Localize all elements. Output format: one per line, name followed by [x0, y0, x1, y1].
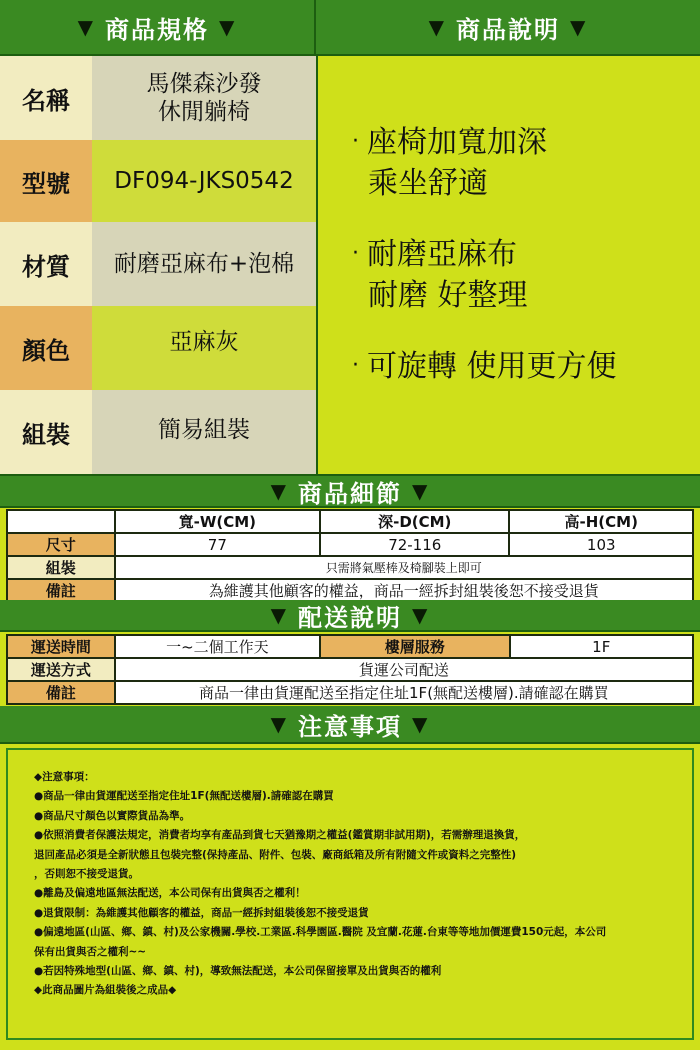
notice-item: ●退貨限制：為維護其他顧客的權益，商品一經拆封組裝後恕不接受退貨 — [34, 906, 369, 919]
row-label: 組裝 — [7, 556, 115, 579]
spec-value-material: 耐磨亞麻布+泡棉 — [92, 222, 316, 306]
spec-label-color: 顏色 — [0, 306, 92, 390]
notice-item: ●離島及偏遠地區無法配送，本公司保有出貨與否之權利！ — [34, 887, 306, 900]
notice-item: ●商品一律由貨運配送至指定住址1F(無配送樓層).請確認在購買 — [34, 790, 334, 803]
delivery-method: 貨運公司配送 — [115, 658, 693, 681]
notice-item: ●偏遠地區(山區、鄉、鎮、村)及公家機關.學校.工業區.科學園區.醫院 及宜蘭.花蓮.台東等等地加價運費150元起，本公司 — [34, 926, 607, 939]
row-label: 尺寸 — [7, 533, 115, 556]
notice-item: ◆此商品圖片為組裝後之成品◆ — [34, 984, 177, 997]
desc-header — [316, 0, 700, 56]
description-item: · 可旋轉 使用更方便 — [352, 349, 617, 384]
desc-header-title: 商品說明 — [456, 15, 560, 44]
spec-header — [0, 0, 316, 56]
triangle-icon: ▼ — [270, 603, 288, 627]
description-item: · 座椅加寬加深 乘坐舒適 — [352, 125, 547, 201]
delivery-time: 一~二個工作天 — [115, 635, 320, 658]
row-label: 運送時間 — [7, 635, 115, 658]
note-text: 為維護其他顧客的權益，商品一經拆封組裝後恕不接受退貨 — [115, 579, 693, 602]
detail-table — [6, 509, 694, 603]
column-header: 高-H(CM) — [509, 510, 693, 533]
spec-label-name: 名稱 — [0, 56, 92, 140]
spec-header-title: 商品規格 — [105, 15, 209, 44]
column-header: 寬-W(CM) — [115, 510, 320, 533]
triangle-icon: ▼ — [412, 603, 430, 627]
spec-value-model: DF094-JKS0542 — [92, 140, 316, 222]
size-value: 77 — [115, 533, 320, 556]
triangle-icon: ▼ — [570, 15, 588, 39]
delivery-table — [6, 634, 694, 705]
notice-item: ●依照消費者保護法規定，消費者均享有產品到貨七天猶豫期之權益(鑑賞期非試用期)，若需辦理退換貨， — [34, 829, 526, 842]
delivery-header-title: 配送說明 — [298, 603, 402, 632]
spec-value-color: 亞麻灰 — [92, 306, 316, 390]
notice-item: 保有出貨與否之權利~~ — [34, 945, 147, 958]
notice-item: ◆注意事項： — [34, 771, 95, 783]
notice-header — [0, 706, 700, 744]
assembly-text: 只需將氣壓棒及椅腳裝上即可 — [115, 556, 693, 579]
spec-label-model: 型號 — [0, 140, 92, 222]
size-value: 103 — [509, 533, 693, 556]
notice-item: ●商品尺寸顏色以實際貨品為準。 — [34, 809, 191, 822]
spec-label-material: 材質 — [0, 222, 92, 306]
row-label: 運送方式 — [7, 658, 115, 681]
notice-item: ●若因特殊地型(山區、鄉、鎮、村)，導致無法配送，本公司保留接單及出貨與否的權利 — [34, 965, 442, 978]
delivery-header — [0, 600, 700, 632]
triangle-icon: ▼ — [270, 479, 288, 503]
notice-item: 退回產品必須是全新狀態且包裝完整(保持產品、附件、包裝、廠商紙箱及所有附隨文件或資料之完整性) — [34, 848, 517, 861]
column-header: 深-D(CM) — [320, 510, 509, 533]
detail-header-title: 商品細節 — [298, 479, 402, 508]
triangle-icon: ▼ — [412, 479, 430, 503]
notice-header-title: 注意事項 — [298, 712, 402, 741]
floor-value: 1F — [510, 635, 693, 658]
triangle-icon: ▼ — [428, 15, 446, 39]
triangle-icon: ▼ — [270, 712, 288, 736]
triangle-icon: ▼ — [219, 15, 237, 39]
notice-list — [6, 748, 694, 1040]
delivery-note: 商品一律由貨運配送至指定住址1F(無配送樓層).請確認在購買 — [115, 681, 693, 704]
triangle-icon: ▼ — [412, 712, 430, 736]
size-value: 72-116 — [320, 533, 509, 556]
spec-value-assembly: 簡易組裝 — [92, 390, 316, 474]
detail-header — [0, 474, 700, 508]
row-label: 樓層服務 — [320, 635, 509, 658]
notice-item: ，否則恕不接受退貨。 — [34, 868, 139, 881]
row-label: 備註 — [7, 579, 115, 602]
spec-label-assembly: 組裝 — [0, 390, 92, 474]
row-label: 備註 — [7, 681, 115, 704]
spec-value-name: 馬傑森沙發 休閒躺椅 — [92, 56, 316, 140]
description-item: · 耐磨亞麻布 耐磨 好整理 — [352, 237, 528, 313]
triangle-icon: ▼ — [77, 15, 95, 39]
